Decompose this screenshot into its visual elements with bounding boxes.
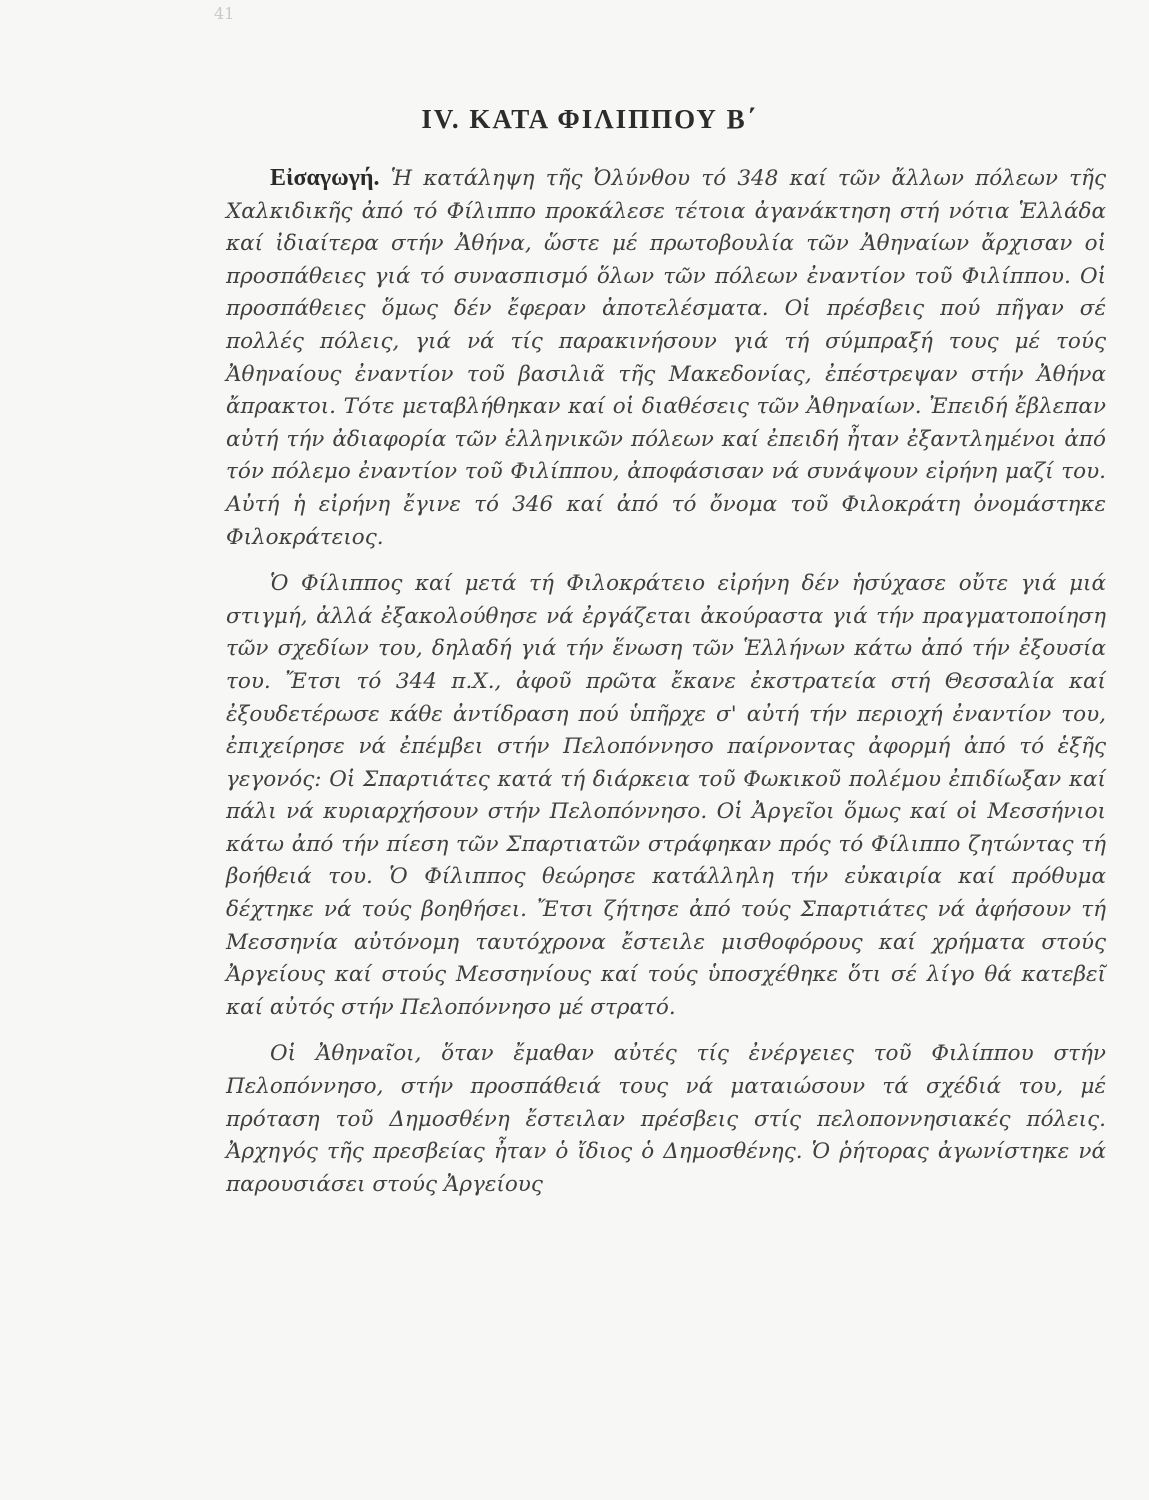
body-text: [226, 162, 1106, 1215]
paragraph-2: Ὁ Φίλιππος καί μετά τή Φιλοκράτειο εἰρήνη δέν ἡσύχασε οὔτε γιά μιά στιγμή, ἀλλά ἐξακολούθησε νά ἐργάζεται ἀκούραστα γιά τήν πραγματοποίηση τῶν σχεδίων του, δηλαδή γιά τήν ἕνωση τῶν Ἑλλήνων κάτω ἀπό τήν ἐξουσία του. Ἔτσι τό 344 π.Χ., ἀφοῦ πρῶτα ἔκανε ἐκστρατεία στή Θεσσαλία καί ἐξουδετέρωσε κάθε ἀντίδραση πού ὑπῆρχε σ' αὐτή τήν περιοχή ἐναντίον του, ἐπιχείρησε νά ἐπέμβει στήν Πελοπόννησο παίρνοντας ἀφορμή ἀπό τό ἑξῆς γεγονός: Οἱ Σπαρτιάτες κατά τή διάρκεια τοῦ Φωκικοῦ πολέμου ἐπιδίωξαν καί πάλι νά κυριαρχήσουν στήν Πελοπόννησο. Οἱ Ἀργεῖοι ὅμως καί οἱ Μεσσήνιοι κάτω ἀπό τήν πίεση τῶν Σπαρτιατῶν στράφηκαν πρός τό Φίλιππο ζητώντας τή βοήθειά του. Ὁ Φίλιππος θεώρησε κατάλληλη τήν εὐκαιρία καί πρόθυμα δέχτηκε νά τούς βοηθήσει. Ἔτσι ζήτησε ἀπό τούς Σπαρτιάτες νά ἀφήσουν τή Μεσσηνία αὐτόνομη ταυτόχρονα ἔστειλε μισθοφόρους καί χρήματα στούς Ἀργείους καί στούς Μεσσηνίους καί τούς ὑποσχέθηκε ὅτι σέ λίγο θά κατεβεῖ καί αὐτός στήν Πελοπόννησο μέ στρατό.: [226, 571, 1106, 1020]
page-number: 41: [214, 4, 235, 23]
paragraph-1: [226, 162, 1106, 554]
intro-label: Εἰσαγωγή.: [270, 165, 380, 191]
paragraph-1-text: Ἡ κατάληψη τῆς Ὀλύνθου τό 348 καί τῶν ἄλλων πόλεων τῆς Χαλκιδικῆς ἀπό τό Φίλιππο προκάλεσε τέτοια ἀγανάκτηση στή νότια Ἑλλάδα καί ἰδιαίτερα στήν Ἀθήνα, ὥστε μέ πρωτοβουλία τῶν Ἀθηναίων ἄρχισαν οἱ προσπάθειες γιά τό συνασπισμό ὅλων τῶν πόλεων ἐναντίον τοῦ Φιλίππου. Οἱ προσπάθειες ὅμως δέν ἔφεραν ἀποτελέσματα. Οἱ πρέσβεις πού πῆγαν σέ πολλές πόλεις, γιά νά τίς παρακινήσουν γιά τή σύμπραξή τους μέ τούς Ἀθηναίους ἐναντίον τοῦ βασιλιᾶ τῆς Μακεδονίας, ἐπέστρεψαν στήν Ἀθήνα ἄπρακτοι. Τότε μεταβλήθηκαν καί οἱ διαθέσεις τῶν Ἀθηναίων. Ἐπειδή ἔβλεπαν αὐτή τήν ἀδιαφορία τῶν ἑλληνικῶν πόλεων καί ἐπειδή ἦταν ἐξαντλημένοι ἀπό τόν πόλεμο ἐναντίον τοῦ Φιλίππου, ἀποφάσισαν νά συνάψουν εἰρήνη μαζί του. Αὐτή ἡ εἰρήνη ἔγινε τό 346 καί ἀπό τό ὄνομα τοῦ Φιλοκράτη ὀνομάστηκε Φιλοκράτειος.: [226, 166, 1106, 550]
paragraph-3: Οἱ Ἀθηναῖοι, ὅταν ἔμαθαν αὐτές τίς ἐνέργειες τοῦ Φιλίππου στήν Πελοπόννησο, στήν προσπάθειά τους νά ματαιώσουν τά σχέδιά του, μέ πρόταση τοῦ Δημοσθένη ἔστειλαν πρέσβεις στίς πελοποννησιακές πόλεις. Ἀρχηγός τῆς πρεσβείας ἦταν ὁ ἴδιος ὁ Δημοσθένης. Ὁ ῥήτορας ἀγωνίστηκε νά παρουσιάσει στούς Ἀργείους: [226, 1041, 1106, 1197]
chapter-title: IV. ΚΑΤΑ ΦΙΛΙΠΠΟΥ Β΄: [421, 104, 758, 134]
